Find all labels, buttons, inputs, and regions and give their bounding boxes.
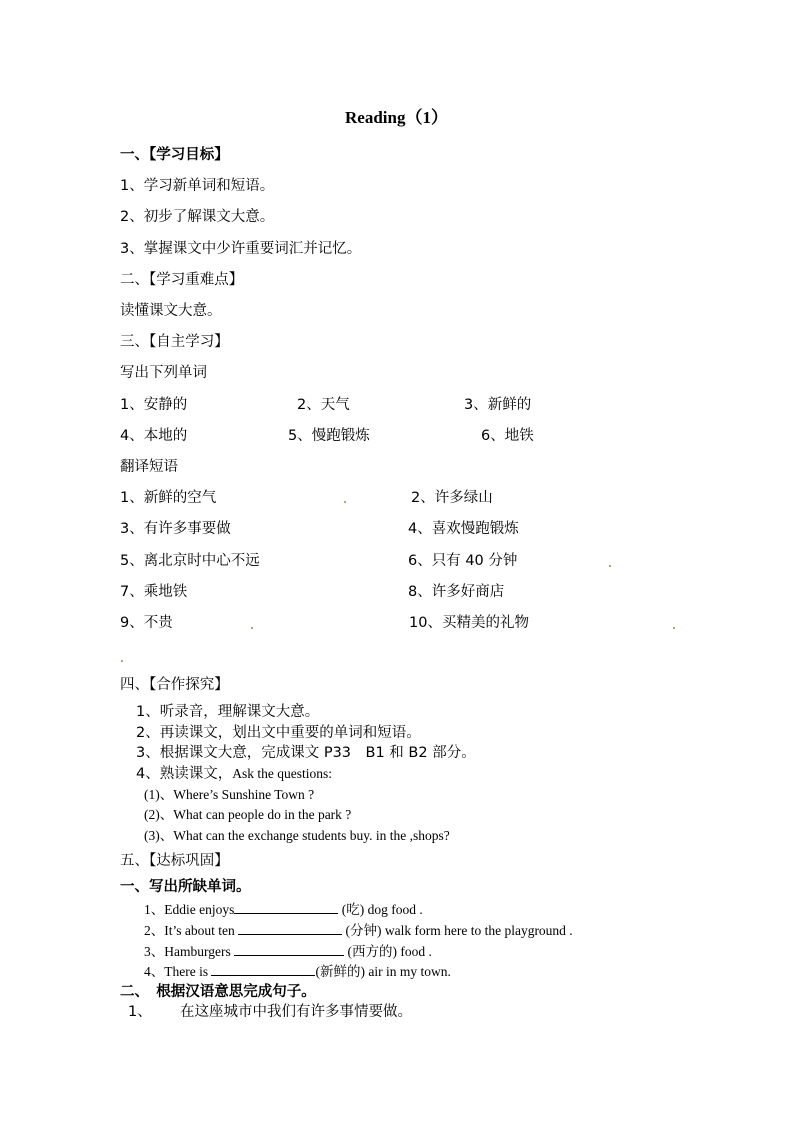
explore-item-3: 3、根据课文大意，完成课文 P33 B1 和 B2 部分。 <box>136 745 476 761</box>
phrase-item-9: 9、不贵 <box>120 615 173 631</box>
fill-item-3 <box>144 942 432 961</box>
fill-item-2-suffix: (分钟) walk form here to the playground . <box>342 923 573 938</box>
explore-item-2: 2、再读课文，划出文中重要的单词和短语。 <box>136 725 421 741</box>
section-4-heading: 四、【合作探究】 <box>120 677 229 693</box>
words-heading: 写出下列单词 <box>120 365 207 381</box>
stray-dot <box>344 501 346 503</box>
fill-item-3-suffix: (西方的) food . <box>344 944 432 959</box>
phrase-item-6: 6、只有 40 分钟 <box>408 553 518 569</box>
objective-item-2: 2、初步了解课文大意。 <box>120 209 275 225</box>
question-1: (1)、Where’s Sunshine Town ? <box>144 787 315 802</box>
fill-item-4-prefix: 4、There is <box>144 964 212 979</box>
stray-dot <box>251 627 253 629</box>
word-item-5: 5、慢跑锻炼 <box>288 428 370 444</box>
section-2-heading: 二、【学习重难点】 <box>120 272 244 288</box>
phrase-item-7: 7、乘地铁 <box>120 584 188 600</box>
phrase-item-3: 3、有许多事要做 <box>120 521 231 537</box>
fill-item-2 <box>144 921 573 940</box>
explore-item-4-prefix: 4、熟读课文， <box>136 766 233 782</box>
word-item-4: 4、本地的 <box>120 428 188 444</box>
fill-item-1-suffix: (吃) dog food . <box>338 902 423 917</box>
stray-dot <box>673 627 675 629</box>
answer-blank[interactable] <box>234 942 344 956</box>
phrase-item-10: 10、买精美的礼物 <box>409 615 529 631</box>
word-item-1: 1、安静的 <box>120 397 188 413</box>
fill-item-4-suffix: (新鲜的) air in my town. <box>315 964 451 979</box>
explore-item-1: 1、听录音，理解课文大意。 <box>136 704 320 720</box>
phrase-item-5: 5、离北京时中心不远 <box>120 553 260 569</box>
word-item-2: 2、天气 <box>297 397 350 413</box>
phrase-item-2: 2、许多绿山 <box>411 490 493 506</box>
phrase-item-4: 4、喜欢慢跑锻炼 <box>408 521 519 537</box>
objective-item-3: 3、掌握课文中少许重要词汇并记忆。 <box>120 241 362 257</box>
phrases-heading: 翻译短语 <box>120 459 178 475</box>
phrase-item-1: 1、新鲜的空气 <box>120 490 217 506</box>
word-item-3: 3、新鲜的 <box>464 397 532 413</box>
sentence-text-1: 在这座城市中我们有许多事情要做。 <box>180 1004 412 1020</box>
phrase-item-8: 8、许多好商店 <box>408 584 505 600</box>
stray-dot <box>609 565 611 567</box>
fill-item-2-prefix: 2、It’s about ten <box>144 923 239 938</box>
section-1-heading: 一、【学习目标】 <box>120 147 229 163</box>
stray-dot <box>121 660 123 662</box>
section-3-heading: 三、【自主学习】 <box>120 334 229 350</box>
title-text: Reading（1） <box>345 108 448 127</box>
fill-item-3-prefix: 3、Hamburgers <box>144 944 235 959</box>
question-2: (2)、What can people do in the park ? <box>144 807 352 822</box>
answer-blank[interactable] <box>234 900 338 914</box>
section-5-heading: 五、【达标巩固】 <box>120 853 229 869</box>
fill-blanks-heading: 一、写出所缺单词。 <box>120 879 251 895</box>
explore-item-4 <box>136 765 332 783</box>
word-item-6: 6、地铁 <box>481 428 534 444</box>
fill-item-4 <box>144 962 451 981</box>
complete-sentences-heading: 二、 根据汉语意思完成句子。 <box>120 984 316 1000</box>
answer-blank[interactable] <box>238 921 342 935</box>
answer-blank[interactable] <box>211 962 315 976</box>
objective-item-1: 1、学习新单词和短语。 <box>120 178 275 194</box>
fill-item-1-prefix: 1、Eddie enjoys <box>144 902 235 917</box>
question-3: (3)、What can the exchange students buy. in the ,shops? <box>144 828 450 843</box>
fill-item-1 <box>144 900 423 919</box>
sentence-number-1: 1、 <box>128 1004 152 1020</box>
explore-item-4-suffix: Ask the questions: <box>232 766 332 781</box>
key-point-text: 读懂课文大意。 <box>120 303 222 319</box>
